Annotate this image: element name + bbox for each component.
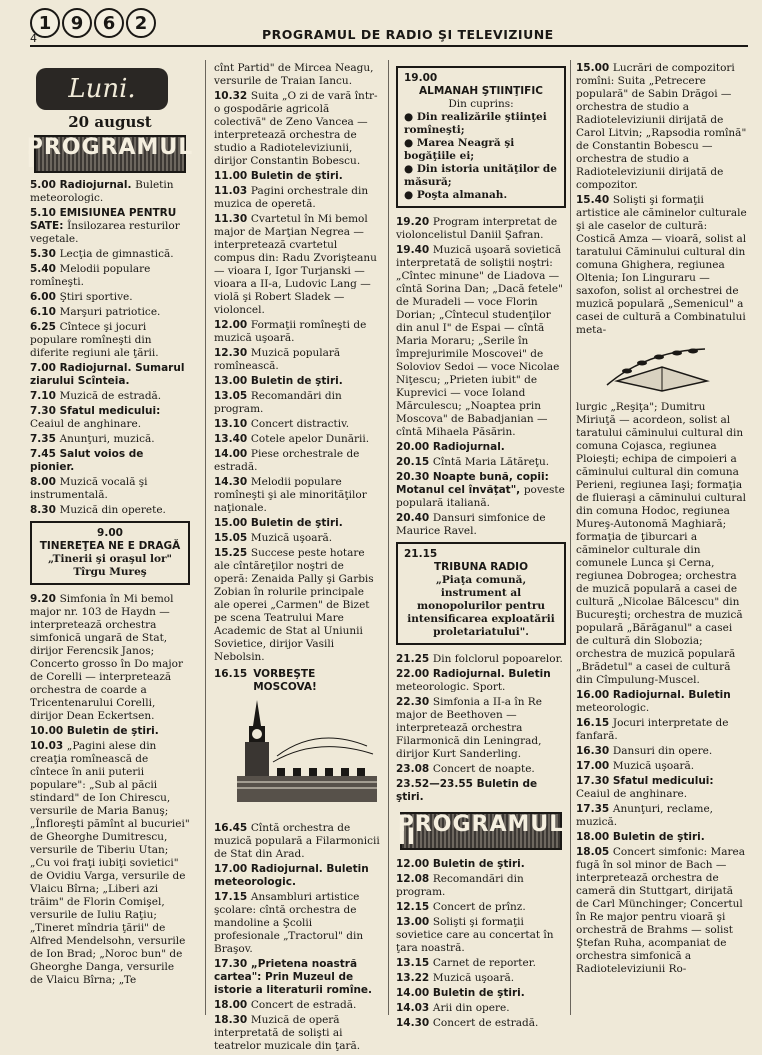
schedule-entry bbox=[30, 405, 190, 431]
year-digit: 1 bbox=[30, 8, 60, 38]
entry-text: Jocuri interpretate de fanfară. bbox=[576, 717, 729, 742]
schedule-entry bbox=[576, 831, 748, 844]
year-badge bbox=[30, 8, 156, 36]
schedule-entry bbox=[214, 433, 380, 446]
entry-text: Concert de estradă. bbox=[250, 999, 357, 1011]
schedule-entry bbox=[576, 401, 748, 687]
schedule-entry bbox=[396, 972, 566, 985]
entry-time: 20.00 bbox=[396, 441, 433, 453]
entry-text: Cîntă Maria Lătăreţu. bbox=[432, 456, 550, 468]
year-digit: 2 bbox=[126, 8, 156, 38]
entry-text: Dansuri simfonice de Maurice Ravel. bbox=[396, 512, 546, 537]
schedule-entry bbox=[396, 216, 566, 242]
entry-text: Muzică de estradă. bbox=[59, 390, 162, 402]
entry-time: 5.40 bbox=[30, 263, 60, 275]
entry-time: 12.00 bbox=[214, 319, 251, 331]
entry-text: Din folclorul popoarelor. bbox=[432, 653, 563, 665]
schedule-entry bbox=[576, 745, 748, 758]
entry-time: 6.00 bbox=[30, 291, 60, 303]
schedule-entry bbox=[30, 362, 190, 388]
schedule-list bbox=[214, 822, 380, 1053]
schedule-entry bbox=[396, 873, 566, 899]
entry-text: Program interpretat de violoncelistul Daniil Şafran. bbox=[396, 216, 558, 241]
entry-time: 12.15 bbox=[396, 901, 433, 913]
entry-time: 19.40 bbox=[396, 244, 433, 256]
box-title: TRIBUNA RADIO bbox=[433, 561, 528, 573]
schedule-entry bbox=[214, 958, 380, 997]
entry-text: Ceaiul de anghinare. bbox=[30, 418, 142, 430]
kremlin-tower-illustration bbox=[217, 696, 377, 816]
schedule-entry bbox=[396, 901, 566, 914]
entry-text: lurgic „Reşiţa"; Dumitru Miriuţă — acordeon, solist al taratului căminului cultural din comuna Cojasca, regiunea Ploieşti; echipa de cimpoieri a căminului cultural din comuna Perieni, regiunea Iaşi; formaţia de fluieraşi a căminului cultural din comuna Hodoc, regiunea Mureş-Autonomă Maghiară; formaţia de ţiburcari a căminelor culturale din comunele Lunca şi Cerna, regiunea Dobrogea; orchestra de muzică populară a casei de cultură „Nicolae Bălcescu" din Bucureşti; orchestra de muzică populară „Bărăganul" a casei de cultură din Slobozia; orchestra de muzică populară „Brădetul" a casei de cultură din Cîmpulung-Muscel. bbox=[576, 401, 746, 686]
entry-time: 22.00 bbox=[396, 668, 433, 680]
entry-text: Ansambluri artistice şcolare: cîntă orchestra de mandoline a Şcolii profesionale „Tractorul" din Braşov. bbox=[214, 891, 364, 955]
box-subtitle: „Piaţa comună, instrument al monopolurilor pentru intensificarea exploatării proletariatului". bbox=[407, 574, 555, 638]
schedule-entry bbox=[30, 291, 190, 304]
box-time: 21.15 bbox=[404, 548, 438, 560]
schedule-entry bbox=[30, 263, 190, 289]
box-title: TINEREŢEA NE E DRAGĂ bbox=[39, 540, 181, 552]
schedule-entry bbox=[396, 987, 566, 1000]
entry-time: 18.30 bbox=[214, 1014, 251, 1026]
schedule-entry bbox=[396, 858, 566, 871]
program-2-banner: PROGRAMUL II bbox=[397, 812, 565, 850]
entry-time: 23.08 bbox=[396, 763, 433, 775]
entry-title: Noapte bună, copii: Motanul cel învăţat", bbox=[396, 471, 549, 496]
box-item: ● Din realizările ştiinţei romîneşti; bbox=[404, 111, 547, 136]
entry-time: 12.00 bbox=[396, 858, 433, 870]
schedule-list bbox=[396, 653, 566, 804]
entry-text: Recomandări din program. bbox=[396, 873, 524, 898]
entry-time: 5.30 bbox=[30, 248, 60, 260]
schedule-entry bbox=[396, 916, 566, 955]
entry-time: 6.10 bbox=[30, 306, 60, 318]
entry-time: 5.10 bbox=[30, 207, 60, 219]
entry-time: 7.30 bbox=[30, 405, 60, 417]
header-rule bbox=[30, 45, 748, 47]
column-2 bbox=[214, 62, 380, 1055]
entry-title: Buletin de ştiri. bbox=[66, 725, 159, 737]
moscova-time: 16.15 bbox=[214, 668, 248, 680]
schedule-entry bbox=[214, 822, 380, 861]
schedule-entry bbox=[214, 1014, 380, 1053]
entry-time: 15.05 bbox=[214, 532, 251, 544]
entry-text: Concert de estradă. bbox=[432, 1017, 539, 1029]
schedule-entry bbox=[396, 1002, 566, 1015]
entry-time: 11.03 bbox=[214, 185, 251, 197]
box-tineretea bbox=[30, 521, 190, 585]
schedule-entry bbox=[214, 476, 380, 515]
entry-time: 8.00 bbox=[30, 476, 60, 488]
schedule-entry bbox=[576, 717, 748, 743]
year-digit: 9 bbox=[62, 8, 92, 38]
day-name: Luni. bbox=[36, 68, 168, 110]
schedule-entry bbox=[576, 62, 748, 192]
entry-text: Însilozarea resturilor vegetale. bbox=[30, 220, 180, 245]
entry-time: 13.05 bbox=[214, 390, 251, 402]
entry-time: 7.35 bbox=[30, 433, 60, 445]
entry-time: 13.00 bbox=[396, 916, 433, 928]
schedule-entry bbox=[214, 375, 380, 388]
entry-time: 14.30 bbox=[214, 476, 251, 488]
entry-title: „Prietena noastră cartea": Prin Muzeul de istorie a literaturii romîne. bbox=[214, 958, 373, 996]
schedule-entry bbox=[214, 999, 380, 1012]
entry-text: Dansuri din opere. bbox=[612, 745, 713, 757]
schedule-entry bbox=[396, 512, 566, 538]
entry-time: 10.32 bbox=[214, 90, 251, 102]
schedule-entry bbox=[214, 891, 380, 956]
entry-text: Muzică uşoară sovietică interpretată de soliştii noştri: „Cîntec minune" de Liadova — cîntă Sorina Dan; „Dacă fetele" de Muradeli — voce Florin Dorian; „Cîntecul studenţilor din anul I" de Espai — cîntă Maria Moraru; „Serile în împrejurimile Moscovei" de Soloviov Sedoi — voce Nicolae Niţescu; „Prieten iubit" de Kuprevici — voce Ioland Mărculescu; „Noaptea prin Moscova" de Babadjanian — cîntă Mihaela Păsărin. bbox=[396, 244, 563, 438]
entry-text: Cîntece şi jocuri populare romîneşti din diferite regiuni ale ţării. bbox=[30, 321, 159, 359]
entry-time: 17.00 bbox=[576, 760, 613, 772]
schedule-entry bbox=[30, 207, 190, 246]
schedule-entry bbox=[396, 244, 566, 439]
entry-title: Buletin de ştiri. bbox=[250, 517, 343, 529]
entry-title: Buletin de ştiri. bbox=[250, 375, 343, 387]
entry-text: Concert distractiv. bbox=[250, 418, 350, 430]
entry-time: 8.30 bbox=[30, 504, 60, 516]
day-date: 20 august bbox=[68, 113, 152, 131]
entry-time: 15.00 bbox=[214, 517, 251, 529]
schedule-entry bbox=[214, 213, 380, 317]
entry-time: 16.30 bbox=[576, 745, 613, 757]
entry-text: Buletin meteorologic. bbox=[30, 179, 174, 204]
schedule-entry bbox=[396, 696, 566, 761]
entry-time: 16.45 bbox=[214, 822, 251, 834]
column-divider bbox=[388, 60, 389, 1015]
schedule-entry bbox=[396, 1017, 566, 1030]
book-laurel-illustration bbox=[587, 341, 737, 395]
entry-time: 17.00 bbox=[214, 863, 251, 875]
entry-time: 10.03 bbox=[30, 740, 67, 752]
entry-text: cînt Partid" de Mircea Neagu, versurile de Traian Iancu. bbox=[214, 62, 374, 87]
schedule-entry bbox=[30, 448, 190, 474]
entry-time: 14.00 bbox=[214, 448, 251, 460]
schedule-entry bbox=[214, 863, 380, 889]
entry-text: Muzică de operă interpretată de solişti ai teatrelor muzicale din ţară. bbox=[214, 1014, 361, 1052]
schedule-entry bbox=[396, 668, 566, 694]
entry-time: 19.20 bbox=[396, 216, 433, 228]
box-item: ● Din istoria unităţilor de măsură; bbox=[404, 163, 557, 188]
schedule-entry bbox=[214, 448, 380, 474]
entry-text: Muzică uşoară. bbox=[250, 532, 333, 544]
entry-time: 15.00 bbox=[576, 62, 613, 74]
schedule-list bbox=[576, 401, 748, 976]
schedule-list bbox=[30, 593, 190, 987]
entry-time: 13.22 bbox=[396, 972, 433, 984]
schedule-entry bbox=[214, 185, 380, 211]
entry-text: Lucrări de compozitori romîni: Suita „Petrecere populară" de Sabin Drăgoi — orchestra de studio a Radioteleviziunii dirijată de Carol Litvin; „Rapsodia romînă" de Constantin Bobescu — orchestra de studio a Radioteleviziunii dirijată de compozitor. bbox=[576, 62, 747, 191]
entry-title: Radiojurnal. bbox=[432, 441, 505, 453]
entry-title: Buletin de ştiri. bbox=[432, 858, 525, 870]
schedule-entry bbox=[30, 179, 190, 205]
entry-text: Ştiri sportive. bbox=[59, 291, 133, 303]
entry-text: Piese orchestrale de estradă. bbox=[214, 448, 360, 473]
schedule-list bbox=[576, 62, 748, 337]
schedule-entry bbox=[214, 418, 380, 431]
schedule-entry bbox=[396, 441, 566, 454]
entry-text: Lecţia de gimnastică. bbox=[59, 248, 174, 260]
box-subtitle: „Tinerii şi oraşul lor" Tîrgu Mureş bbox=[47, 553, 173, 578]
entry-time: 12.30 bbox=[214, 347, 251, 359]
schedule-entry bbox=[214, 90, 380, 168]
entry-title: Buletin de ştiri. bbox=[396, 778, 538, 803]
column-divider bbox=[570, 60, 571, 1015]
box-time: 9.00 bbox=[97, 527, 123, 539]
entry-title: Radiojurnal. bbox=[59, 179, 136, 191]
schedule-entry bbox=[214, 347, 380, 373]
entry-title: Buletin de ştiri. bbox=[612, 831, 705, 843]
entry-title: Sfatul medicului: bbox=[59, 405, 161, 417]
entry-text: „Pagini alese din creaţia romînească de cîntece în anii puterii populare": „Sub al păcii stindard" de Ion Chirescu, versurile de Maria Banuş; „Înfloreşti pămînt al bucuriei" de Gheorghe Dumitrescu, versurile de Tiberiu Utan; „Cu voi fraţi iubiţi sovietici" de Ovidiu Varga, versurile de Vlaicu Bîrna; „Liberi azi trăim" de Florin Comişel, versurile de Iuliu Raţiu; „Tineret mîndria ţării" de Alfred Mendelsohn, versurile de Ion Brad; „Noroc bun" de Gheorghe Danga, versurile de Vlaicu Bîrna; „Te bbox=[30, 740, 190, 986]
entry-time: 21.25 bbox=[396, 653, 433, 665]
entry-text: Solişti şi formaţii artistice ale căminelor culturale şi ale caselor de cultură: Costică Amza — vioară, solist al taratului Căminului cultural din comuna Ghighera, regiunea Oltenia; Ion Linguraru — saxofon, solist al orchestrei de muzică populară „Semenicul" a casei de cultură a Combinatului meta- bbox=[576, 194, 747, 336]
entry-time: 20.40 bbox=[396, 512, 433, 524]
entry-title: Buletin de ştiri. bbox=[250, 170, 343, 182]
entry-time: 20.15 bbox=[396, 456, 433, 468]
schedule-entry bbox=[214, 547, 380, 664]
box-intro: Din cuprins: bbox=[448, 98, 514, 110]
entry-time: 23.52—23.55 bbox=[396, 778, 477, 790]
entry-text: Concert simfonic: Marea fugă în sol minor de Bach — interpretează orchestra de cameră din Stuttgart, dirijată de Carl Münchinger; Concertul în Re major pentru vioară şi orchestră de Brahms — solist Ştefan Ruha, acompaniat de orchestra simfonică a Radioteleviziunii Ro- bbox=[576, 846, 745, 975]
entry-text: Cîntă orchestra de muzică populară a Filarmonicii de Stat din Arad. bbox=[214, 822, 380, 860]
schedule-entry bbox=[30, 476, 190, 502]
entry-time: 7.45 bbox=[30, 448, 60, 460]
schedule-entry bbox=[576, 803, 748, 829]
box-title: ALMANAH ŞTIINŢIFIC bbox=[419, 85, 543, 97]
schedule-entry bbox=[396, 653, 566, 666]
entry-text: Cvartetul în Mi bemol major de Marţian Negrea — interpretează cvartetul compus din: Radu Zvorişteanu — vioara I, Igor Turjanski — vioara a II-a, Ludovic Lang — violă şi Robert Sladek — violoncel. bbox=[214, 213, 377, 316]
entry-title: Radiojurnal. Buletin meteorologic. bbox=[214, 863, 369, 888]
entry-time: 18.05 bbox=[576, 846, 613, 858]
entry-text: Formaţii romîneşti de muzică uşoară. bbox=[214, 319, 367, 344]
box-time: 19.00 bbox=[404, 72, 438, 84]
entry-time: 18.00 bbox=[214, 999, 251, 1011]
entry-time: 11.00 bbox=[214, 170, 251, 182]
schedule-list bbox=[396, 858, 566, 1030]
entry-time: 13.00 bbox=[214, 375, 251, 387]
entry-time: 15.40 bbox=[576, 194, 613, 206]
entry-text: Suita „O zi de vară într-o gospodărie agricolă colectivă" de Zeno Vancea — interpretează orchestra de studio a Radioteleviziunii, dirijor Constantin Bobescu. bbox=[214, 90, 378, 167]
program-1-banner: PROGRAMUL I bbox=[26, 135, 194, 173]
entry-text: Muzică uşoară. bbox=[612, 760, 695, 772]
entry-time: 17.30 bbox=[214, 958, 251, 970]
schedule-entry bbox=[396, 456, 566, 469]
schedule-entry bbox=[214, 532, 380, 545]
entry-time: 18.00 bbox=[576, 831, 613, 843]
entry-text: Muzică populară romînească. bbox=[214, 347, 341, 372]
page-number: 4 bbox=[30, 32, 37, 45]
entry-text: Muzică din operete. bbox=[59, 504, 166, 516]
schedule-list bbox=[396, 216, 566, 538]
entry-time: 6.25 bbox=[30, 321, 60, 333]
schedule-entry bbox=[30, 321, 190, 360]
entry-time: 16.15 bbox=[576, 717, 613, 729]
box-tribuna bbox=[396, 542, 566, 645]
entry-time: 17.30 bbox=[576, 775, 613, 787]
schedule-entry bbox=[30, 504, 190, 517]
entry-title: EMISIUNEA PENTRU SATE: bbox=[30, 207, 177, 232]
schedule-entry bbox=[396, 763, 566, 776]
entry-time: 16.00 bbox=[576, 689, 613, 701]
entry-time: 7.10 bbox=[30, 390, 60, 402]
entry-text: Melodii populare romîneşti şi ale minorităţilor naţionale. bbox=[214, 476, 367, 514]
schedule-entry bbox=[30, 248, 190, 261]
entry-time: 14.30 bbox=[396, 1017, 433, 1029]
page-title: PROGRAMUL DE RADIO ŞI TELEVIZIUNE bbox=[262, 27, 554, 42]
entry-text: Simfonia a II-a în Re major de Beethoven — interpretează orchestra Filarmonică din Leningrad, dirijor Kurt Sanderling. bbox=[396, 696, 542, 760]
schedule-entry bbox=[30, 433, 190, 446]
schedule-entry bbox=[30, 593, 190, 723]
schedule-entry bbox=[214, 62, 380, 88]
schedule-entry bbox=[576, 194, 748, 337]
entry-title: Radiojurnal. Sumarul ziarului Scînteia. bbox=[30, 362, 185, 387]
column-divider bbox=[205, 60, 206, 1015]
entry-text: Marşuri patriotice. bbox=[59, 306, 161, 318]
entry-text: Ceaiul de anghinare. bbox=[576, 788, 688, 800]
entry-text: Concert de prînz. bbox=[432, 901, 526, 913]
entry-time: 20.30 bbox=[396, 471, 433, 483]
entry-title: Radiojurnal. Buletin bbox=[432, 668, 551, 680]
schedule-entry bbox=[396, 957, 566, 970]
entry-text: Muzică vocală şi instrumentală. bbox=[30, 476, 148, 501]
schedule-entry bbox=[576, 775, 748, 801]
entry-text: meteorologic. Sport. bbox=[396, 681, 506, 693]
entry-text: Solişti şi formaţii sovietice care au concertat în ţara noastră. bbox=[396, 916, 554, 954]
column-1 bbox=[26, 62, 194, 989]
schedule-entry bbox=[396, 778, 566, 804]
entry-time: 14.03 bbox=[396, 1002, 433, 1014]
entry-text: poveste populară italiană. bbox=[396, 484, 565, 509]
schedule-entry bbox=[576, 760, 748, 773]
schedule-list bbox=[30, 179, 190, 517]
entry-text: meteorologic. bbox=[576, 702, 650, 714]
year-digit: 6 bbox=[94, 8, 124, 38]
column-4 bbox=[576, 62, 748, 978]
entry-time: 22.30 bbox=[396, 696, 433, 708]
entry-title: Buletin de ştiri. bbox=[432, 987, 525, 999]
entry-text: Melodii populare romîneşti. bbox=[30, 263, 151, 288]
entry-text: Pagini orchestrale din muzica de operetă. bbox=[214, 185, 369, 210]
schedule-entry bbox=[214, 170, 380, 183]
schedule-entry bbox=[576, 689, 748, 715]
entry-time: 11.30 bbox=[214, 213, 251, 225]
schedule-entry bbox=[576, 846, 748, 976]
entry-time: 5.00 bbox=[30, 179, 60, 191]
entry-text: Concert de noapte. bbox=[432, 763, 535, 775]
entry-time: 15.25 bbox=[214, 547, 251, 559]
schedule-entry bbox=[30, 725, 190, 738]
entry-time: 17.15 bbox=[214, 891, 251, 903]
entry-text: Arii din opere. bbox=[432, 1002, 510, 1014]
entry-title: Radiojurnal. Buletin bbox=[612, 689, 731, 701]
entry-time: 9.20 bbox=[30, 593, 60, 605]
entry-time: 12.08 bbox=[396, 873, 433, 885]
entry-time: 14.00 bbox=[396, 987, 433, 999]
entry-text: Anunţuri, muzică. bbox=[59, 433, 155, 445]
moscova-heading bbox=[214, 668, 380, 694]
schedule-entry bbox=[30, 740, 190, 987]
schedule-entry bbox=[30, 390, 190, 403]
entry-title: Salut voios de pionier. bbox=[30, 448, 144, 473]
entry-time: 17.35 bbox=[576, 803, 613, 815]
entry-text: Anunţuri, reclame, muzică. bbox=[576, 803, 714, 828]
schedule-entry bbox=[396, 471, 566, 510]
entry-text: Carnet de reporter. bbox=[432, 957, 536, 969]
moscova-title: VORBEŞTE MOSCOVA! bbox=[253, 668, 317, 693]
entry-text: Recomandări din program. bbox=[214, 390, 342, 415]
entry-text: Succese peste hotare ale cîntăreţilor noştri de operă: Zenaida Pally şi Garbis Zobian în rolurile principale ale operei „Carmen" de Bizet pe scena Teatrului Mare Academic de Stat al Uniunii Sovietice, dirijor Vasili Nebolsin. bbox=[214, 547, 374, 663]
schedule-entry bbox=[214, 517, 380, 530]
schedule-list bbox=[214, 62, 380, 664]
box-item: ● Marea Neagră şi bogăţiile ei; bbox=[404, 137, 515, 162]
entry-time: 7.00 bbox=[30, 362, 60, 374]
entry-time: 13.15 bbox=[396, 957, 433, 969]
entry-time: 13.10 bbox=[214, 418, 251, 430]
entry-time: 13.40 bbox=[214, 433, 251, 445]
entry-title: Sfatul medicului: bbox=[612, 775, 714, 787]
box-item: ● Poşta almanah. bbox=[404, 189, 508, 201]
schedule-entry bbox=[214, 390, 380, 416]
box-almanah bbox=[396, 66, 566, 208]
schedule-entry bbox=[214, 319, 380, 345]
column-3 bbox=[396, 62, 566, 1032]
entry-time: 10.00 bbox=[30, 725, 67, 737]
entry-text: Cotele apelor Dunării. bbox=[250, 433, 370, 445]
schedule-entry bbox=[30, 306, 190, 319]
entry-text: Muzică uşoară. bbox=[432, 972, 515, 984]
entry-text: Simfonia în Mi bemol major nr. 103 de Haydn — interpretează orchestra simfonică ungară de Stat, dirijor Ferencsik Janos; Concerto grosso în Do major de Corelli — interpretează orchestra de coarde a Tricentenarului Corelli, dirijor Dean Eckertsen. bbox=[30, 593, 183, 722]
